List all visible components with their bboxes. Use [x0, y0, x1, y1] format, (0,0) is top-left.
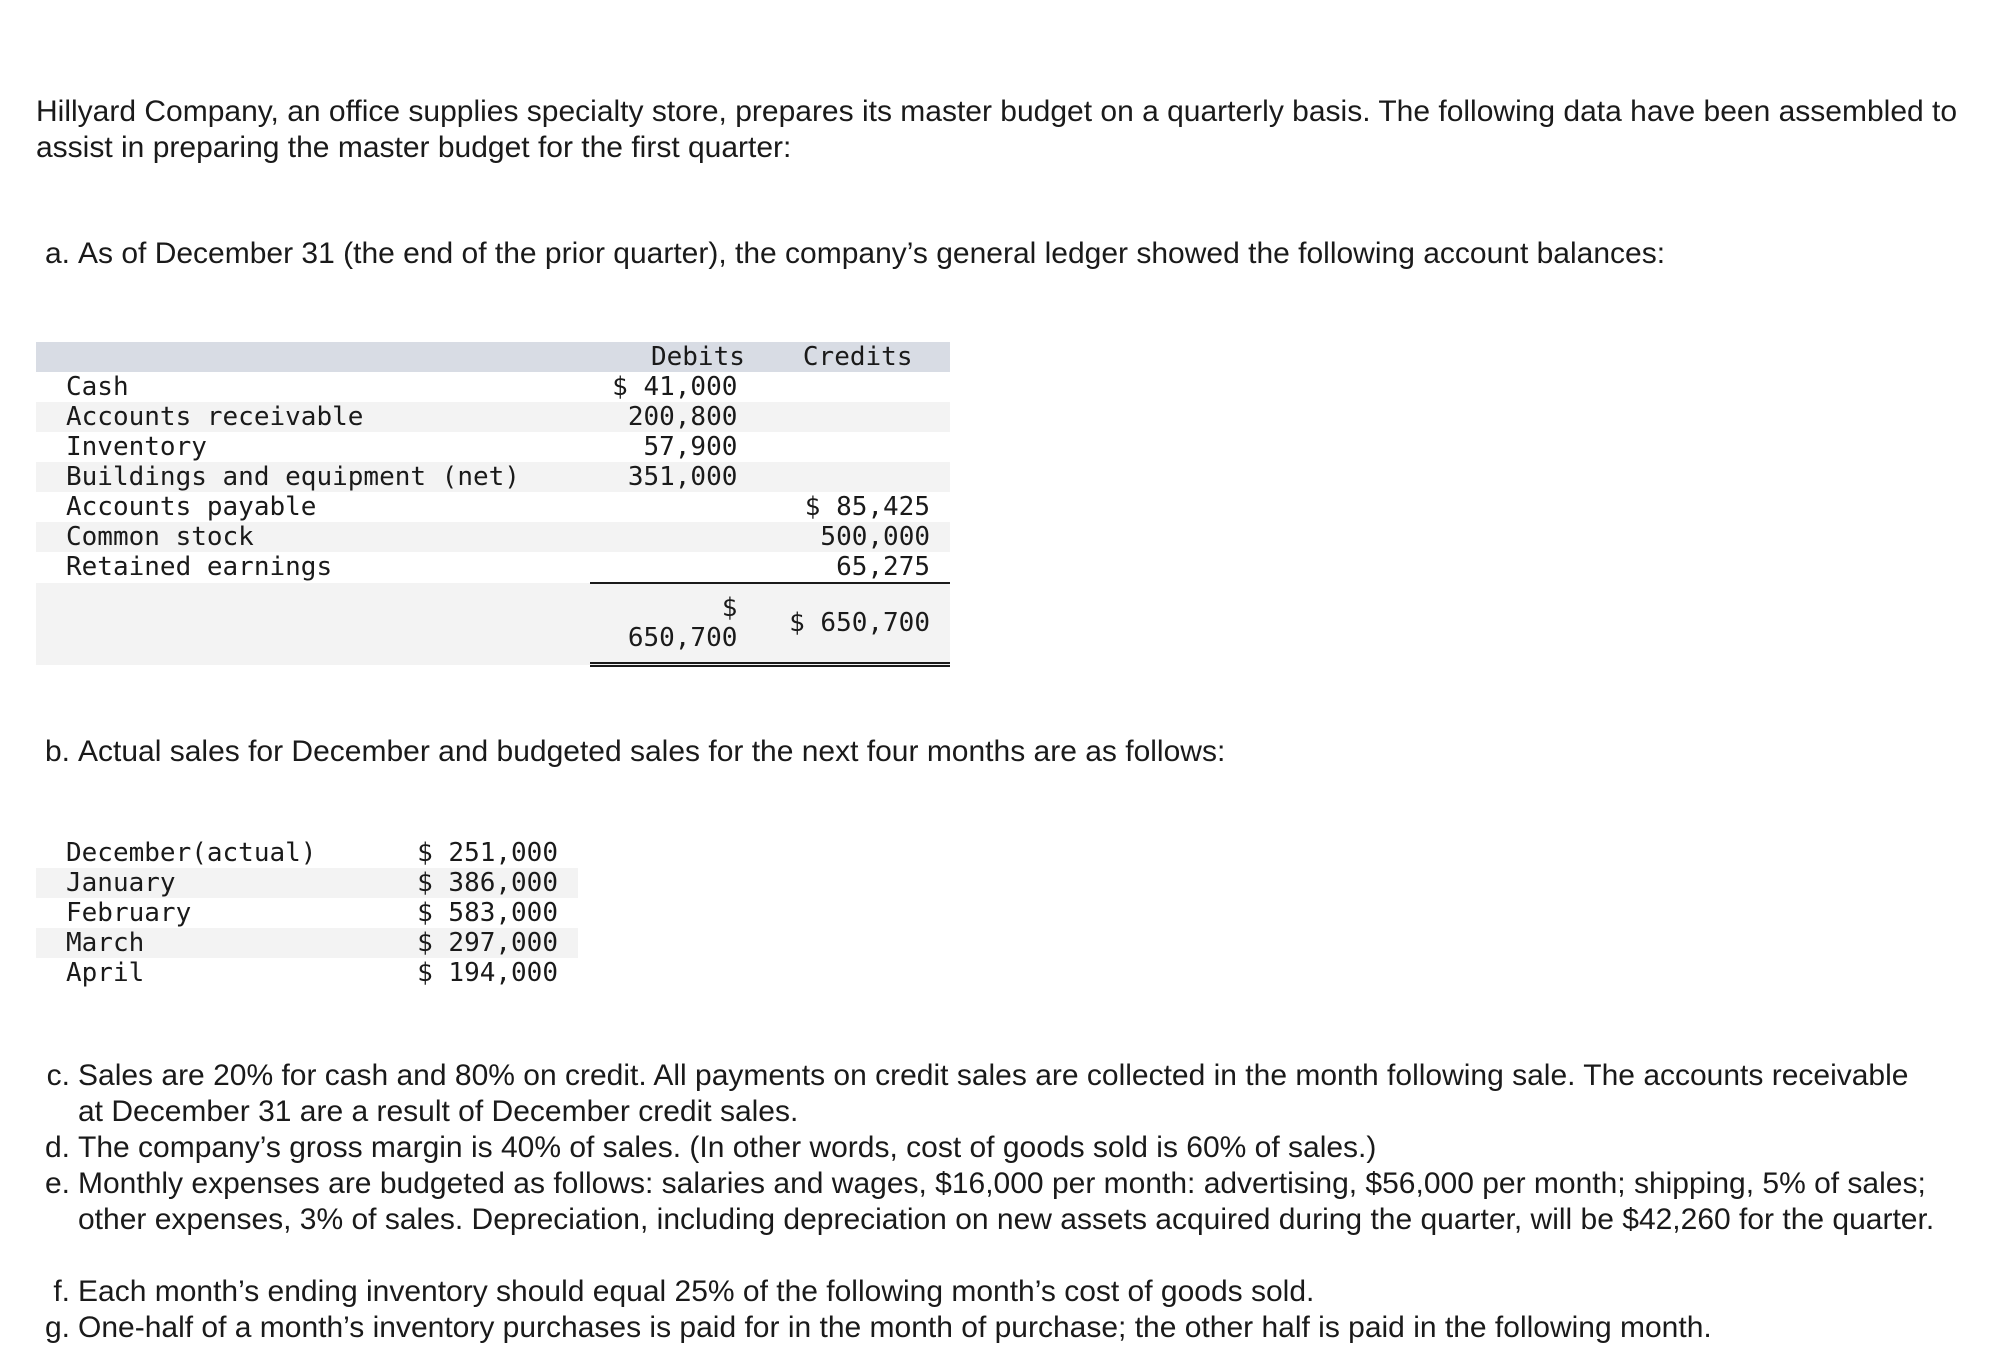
credit-value: $ 85,425	[804, 492, 930, 522]
item-b-text: Actual sales for December and budgeted sales for the next four months are as follows:	[78, 735, 1226, 768]
credit-value	[765, 462, 950, 492]
sales-row	[36, 868, 578, 898]
account-name: Retained earnings	[66, 552, 333, 582]
item-c	[36, 1058, 1936, 1130]
credits-header: Credits	[765, 342, 950, 372]
sales-amount: $ 297,000	[394, 928, 578, 958]
item-g-marker: g.	[44, 1311, 70, 1344]
item-f-text: Each month’s ending inventory should equal 25% of the following month’s cost of goods sold.	[78, 1275, 1315, 1308]
ledger-row	[36, 552, 950, 583]
sales-amount: $ 583,000	[417, 898, 558, 928]
item-g	[36, 1310, 1936, 1346]
debit-value	[590, 552, 765, 583]
credit-value: 500,000	[765, 522, 950, 552]
credit-value: 65,275	[765, 552, 950, 583]
account-name: Accounts payable	[66, 492, 317, 522]
ledger-row	[36, 402, 950, 432]
debit-value: 200,800	[590, 402, 765, 432]
item-a-text: As of December 31 (the end of the prior quarter), the company’s general ledger showed the following account balances:	[78, 237, 1666, 270]
sales-row	[36, 898, 578, 928]
item-d-marker: d.	[44, 1131, 70, 1164]
item-b-marker: b.	[44, 735, 70, 768]
debit-value: 57,900	[643, 432, 738, 462]
debit-value: $ 41,000	[612, 372, 738, 402]
ledger-row	[36, 492, 950, 522]
item-a-marker: a.	[44, 237, 70, 270]
account-name: Cash	[66, 372, 129, 402]
debit-total-symbol: $	[721, 593, 738, 623]
debit-total-amount: 650,700	[627, 623, 738, 653]
debit-value: 351,000	[590, 462, 765, 492]
account-name: Inventory	[66, 432, 207, 462]
debit-value	[590, 522, 765, 552]
ledger-table	[36, 342, 950, 667]
debit-value	[590, 492, 765, 522]
credit-value	[765, 432, 950, 462]
sales-month: April	[66, 958, 145, 988]
ledger-row	[36, 432, 950, 462]
item-d-text: The company’s gross margin is 40% of sales. (In other words, cost of goods sold is 60% of sales.)	[78, 1131, 1377, 1164]
credit-value	[765, 372, 950, 402]
item-c-text: Sales are 20% for cash and 80% on credit. All payments on credit sales are collected in the month following sale. The accounts receivable at December 31 are a result of December credit sales.	[78, 1059, 1909, 1128]
ledger-header-row	[36, 342, 950, 372]
sales-amount: $ 386,000	[394, 868, 578, 898]
item-b	[36, 734, 1936, 770]
item-f	[36, 1274, 1936, 1310]
sales-row	[36, 838, 578, 868]
account-name: Buildings and equipment (net)	[36, 462, 590, 492]
ledger-row	[36, 462, 950, 492]
sales-month: March	[36, 928, 394, 958]
sales-row	[36, 928, 578, 958]
sales-amount: $ 251,000	[417, 838, 558, 868]
item-e-text: Monthly expenses are budgeted as follows: salaries and wages, $16,000 per month: advertising, $56,000 per month; shipping, 5% of sales; other expenses, 3% of sales. Depreciation, including depreciation on new assets acquired during the quarter, will be $42,260 for the quarter.	[78, 1167, 1935, 1236]
item-c-marker: c.	[46, 1059, 70, 1092]
sales-table	[36, 838, 578, 988]
account-name: Common stock	[36, 522, 590, 552]
sales-row	[36, 958, 578, 988]
credit-value	[765, 402, 950, 432]
debit-total	[590, 583, 765, 665]
item-e-marker: e.	[44, 1167, 70, 1200]
ledger-total-row	[36, 583, 950, 665]
sales-month: January	[36, 868, 394, 898]
item-f-marker: f.	[53, 1275, 70, 1308]
sales-month: February	[66, 898, 192, 928]
item-g-text: One-half of a month’s inventory purchases is paid for in the month of purchase; the other half is paid in the following month.	[78, 1311, 1712, 1344]
item-e	[36, 1166, 1936, 1238]
ledger-row	[36, 372, 950, 402]
credit-total: $ 650,700	[765, 583, 950, 665]
item-d	[36, 1130, 1936, 1166]
intro-paragraph: Hillyard Company, an office supplies specialty store, prepares its master budget on a quarterly basis. The following data have been assembled to assist in preparing the master budget for the first quarter:	[36, 95, 1958, 164]
item-a	[36, 236, 1936, 272]
sales-amount: $ 194,000	[417, 958, 558, 988]
debits-header: Debits	[590, 342, 765, 372]
sales-month: December(actual)	[66, 838, 317, 868]
account-name: Accounts receivable	[36, 402, 590, 432]
ledger-row	[36, 522, 950, 552]
